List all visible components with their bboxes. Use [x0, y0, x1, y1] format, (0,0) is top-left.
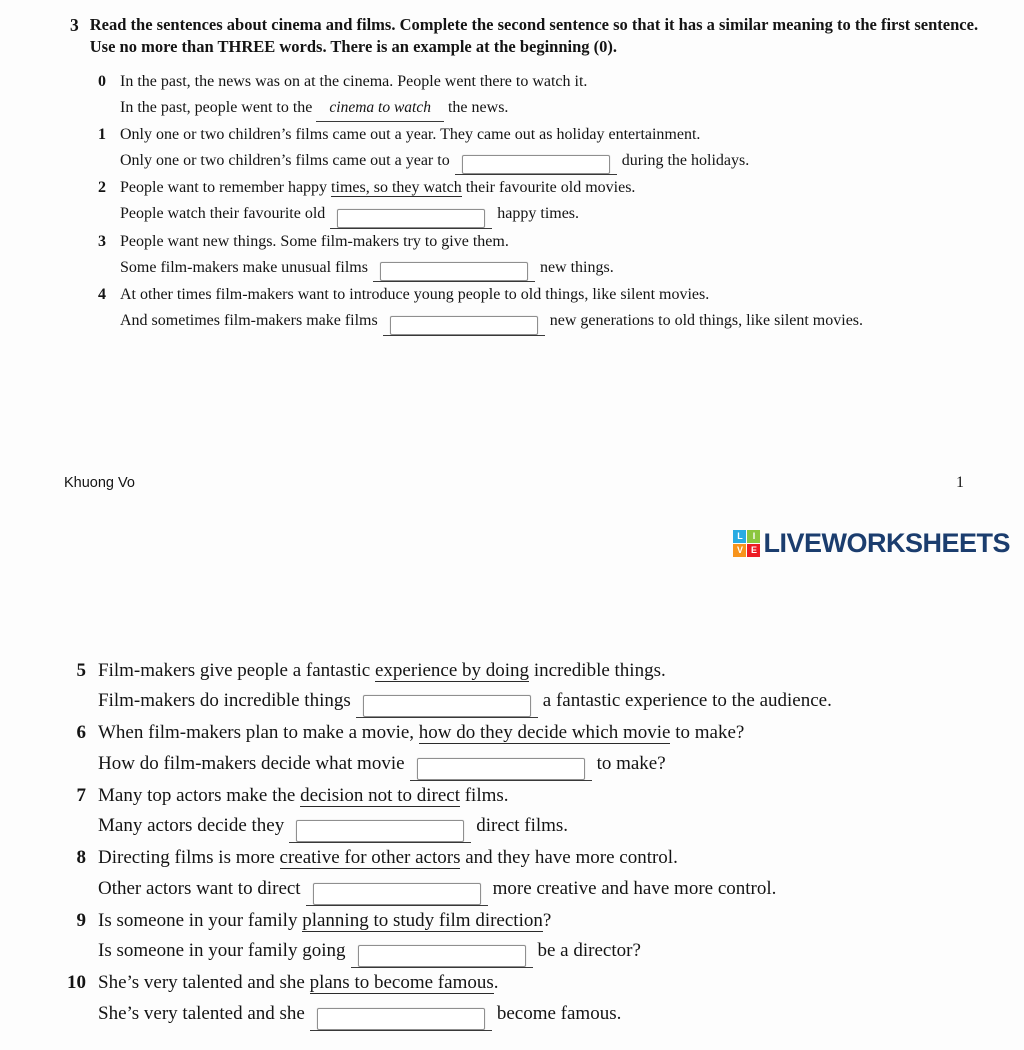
- answer-blank: [373, 259, 535, 283]
- author-name: Khuong Vo: [64, 474, 135, 491]
- answer-input-5[interactable]: [363, 695, 531, 717]
- sentence-text: Only one or two children’s films came out a year. They came out as holiday entertainment.: [120, 125, 701, 143]
- page-footer: [0, 474, 1024, 492]
- exercise-section-bottom: [0, 656, 1024, 1031]
- item-number: 8: [76, 847, 86, 869]
- second-sentence: [98, 936, 1006, 968]
- answer-input-1[interactable]: [462, 155, 610, 174]
- first-sentence: [98, 718, 1006, 749]
- underlined-text: creative for other actors: [279, 847, 461, 869]
- first-sentence: [98, 906, 1006, 937]
- second-sentence: [120, 308, 1008, 336]
- first-sentence: [120, 175, 1008, 201]
- sentence-text: Film-makers give people a fantastic: [98, 659, 375, 681]
- underlined-text: experience by doing: [375, 659, 530, 681]
- sentence-text: At other times film-makers want to introduce young people to old things, like silent movies.: [120, 286, 710, 304]
- answer-input-6[interactable]: [417, 758, 585, 780]
- sentence-pre: Other actors want to direct: [98, 877, 301, 899]
- item-number: 3: [98, 232, 106, 250]
- sentence-text: She’s very talented and she: [98, 972, 310, 994]
- second-sentence: [98, 749, 1006, 781]
- sentence-text: Directing films is more: [98, 847, 280, 869]
- sentence-text: When film-makers plan to make a movie,: [98, 722, 419, 744]
- sentence-post: new things.: [539, 258, 614, 276]
- sentence-pre: In the past, people went to the: [120, 98, 313, 116]
- sentence-post: during the holidays.: [621, 151, 750, 169]
- answer-blank: [356, 690, 538, 718]
- example-answer: cinema to watch: [316, 95, 444, 122]
- answer-input-8[interactable]: [313, 883, 481, 905]
- first-sentence: [98, 656, 1006, 687]
- second-sentence: [98, 811, 1006, 843]
- page-number: 1: [956, 473, 964, 491]
- sentence-post: new generations to old things, like silent movies.: [549, 312, 864, 330]
- exercise-item: [98, 122, 1008, 176]
- exercise-item: [52, 968, 1006, 1031]
- second-sentence: [120, 201, 1008, 229]
- answer-blank: [306, 878, 488, 906]
- sentence-post: the news.: [447, 98, 509, 116]
- sentence-pre: Only one or two children’s films came out a year to: [120, 151, 450, 169]
- item-number: 2: [98, 179, 106, 197]
- sentence-pre: People watch their favourite old: [120, 205, 326, 223]
- item-number: 0: [98, 72, 106, 90]
- answer-blank: [351, 940, 533, 968]
- first-sentence: [120, 122, 1008, 148]
- exercise-item: [52, 843, 1006, 906]
- liveworksheets-grid-icon: [733, 530, 760, 557]
- logo-tile-i: I: [747, 530, 760, 543]
- logo-bar: [0, 526, 1024, 556]
- underlined-text: times, so they watch: [331, 179, 462, 197]
- sentence-text: Is someone in your family: [98, 909, 303, 931]
- item-number: 5: [76, 659, 86, 681]
- sentence-text: their favourite old movies.: [461, 179, 636, 197]
- item-number: 4: [98, 286, 106, 304]
- sentence-text: .: [493, 972, 499, 994]
- answer-blank: [455, 152, 617, 176]
- sentence-post: happy times.: [497, 205, 580, 223]
- item-number: 6: [76, 722, 86, 744]
- exercise-item: [52, 781, 1006, 844]
- logo-tile-e: E: [747, 544, 760, 557]
- first-sentence: [98, 968, 1006, 999]
- exercise-instructions: Read the sentences about cinema and films. Complete the second sentence so that it has a similar meaning to the first sentence. Use no more than THREE words. There is an example at the beginning (0).: [89, 15, 979, 56]
- answer-blank: [289, 815, 471, 843]
- exercise-section-top: [0, 0, 1024, 336]
- logo-wordmark: LIVEWORKSHEETS: [763, 527, 1010, 558]
- underlined-text: decision not to direct: [300, 784, 460, 806]
- exercise-item: [98, 229, 1008, 283]
- sentence-post: more creative and have more control.: [492, 877, 777, 899]
- sentence-pre: Some film-makers make unusual films: [120, 258, 368, 276]
- answer-input-9[interactable]: [358, 945, 526, 967]
- underlined-text: planning to study film direction: [302, 909, 543, 931]
- answer-input-7[interactable]: [296, 820, 464, 842]
- logo-tile-v: V: [733, 544, 746, 557]
- sentence-text: to make?: [670, 722, 745, 744]
- answer-blank: [310, 1003, 492, 1031]
- answer-blank: [330, 205, 492, 229]
- first-sentence: [98, 781, 1006, 812]
- sentence-pre: Many actors decide they: [98, 815, 285, 837]
- sentence-pre: And sometimes film-makers make films: [120, 312, 378, 330]
- sentence-pre: She’s very talented and she: [98, 1002, 305, 1024]
- first-sentence: [98, 843, 1006, 874]
- liveworksheets-logo: [733, 528, 1010, 559]
- sentence-text: People want to remember happy: [120, 179, 332, 197]
- exercise-number: 3: [70, 15, 79, 35]
- exercise-item: [98, 69, 1008, 122]
- items-list-top: [98, 69, 1008, 336]
- second-sentence: [120, 148, 1008, 176]
- sentence-text: In the past, the news was on at the cinema. People went there to watch it.: [120, 72, 588, 90]
- underlined-text: plans to become famous: [309, 972, 494, 994]
- second-sentence: [98, 999, 1006, 1031]
- sentence-post: direct films.: [476, 815, 569, 837]
- item-number: 1: [98, 125, 106, 143]
- answer-blank: [410, 753, 592, 781]
- answer-input-3[interactable]: [380, 262, 528, 281]
- exercise-item: [52, 906, 1006, 969]
- sentence-text: films.: [459, 784, 509, 806]
- exercise-header: [70, 14, 1008, 58]
- answer-input-2[interactable]: [337, 209, 485, 228]
- exercise-item: [98, 175, 1008, 229]
- answer-blank: [383, 312, 545, 336]
- first-sentence: [120, 69, 1008, 95]
- sentence-text: Many top actors make the: [98, 784, 301, 806]
- sentence-post: become famous.: [496, 1002, 622, 1024]
- sentence-text: and they have more control.: [460, 847, 678, 869]
- sentence-pre: Film-makers do incredible things: [98, 690, 351, 712]
- sentence-text: People want new things. Some film-makers try to give them.: [120, 232, 509, 250]
- second-sentence: [120, 255, 1008, 283]
- second-sentence: [98, 874, 1006, 906]
- logo-tile-l: L: [733, 530, 746, 543]
- sentence-post: to make?: [596, 752, 666, 774]
- item-number: 10: [67, 972, 86, 994]
- second-sentence: [120, 95, 1008, 122]
- first-sentence: [120, 229, 1008, 255]
- sentence-text: ?: [542, 909, 552, 931]
- underlined-text: how do they decide which movie: [418, 722, 671, 744]
- item-number: 9: [76, 909, 86, 931]
- sentence-pre: How do film-makers decide what movie: [98, 752, 405, 774]
- item-number: 7: [76, 784, 86, 806]
- sentence-pre: Is someone in your family going: [98, 940, 346, 962]
- exercise-item: [98, 282, 1008, 336]
- exercise-item: [52, 656, 1006, 719]
- sentence-post: a fantastic experience to the audience.: [542, 690, 832, 712]
- second-sentence: [98, 686, 1006, 718]
- sentence-post: be a director?: [537, 940, 641, 962]
- answer-input-10[interactable]: [317, 1008, 485, 1030]
- answer-input-4[interactable]: [390, 316, 538, 335]
- sentence-text: incredible things.: [529, 659, 666, 681]
- exercise-item: [52, 718, 1006, 781]
- first-sentence: [120, 282, 1008, 308]
